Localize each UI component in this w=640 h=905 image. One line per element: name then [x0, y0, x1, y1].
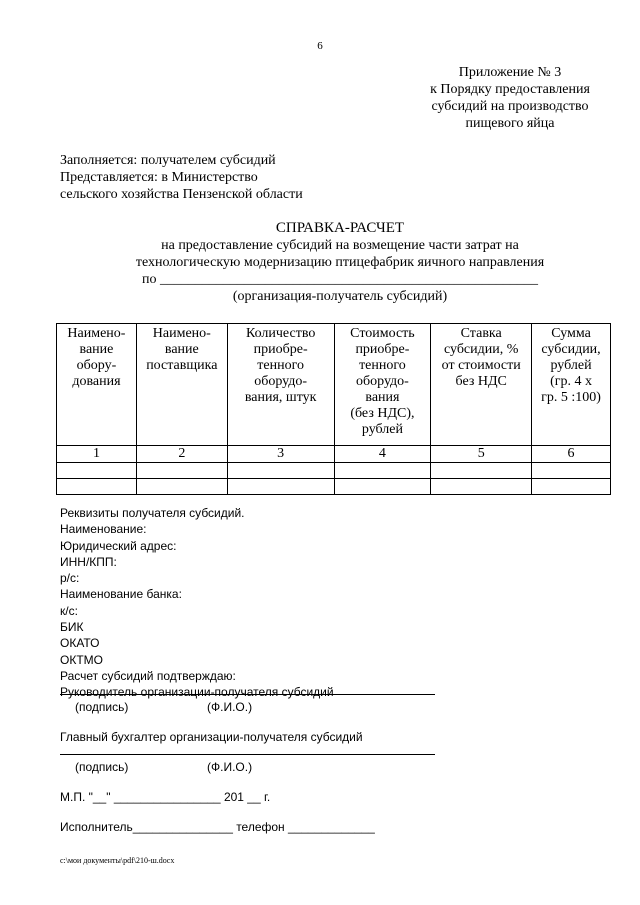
- executor-phone-line: Исполнитель_______________ телефон _____________: [60, 820, 375, 834]
- table-cell: [227, 479, 334, 495]
- column-number: 6: [532, 446, 611, 463]
- appendix-line: пищевого яйца: [465, 116, 555, 131]
- requisites-block: [60, 505, 334, 701]
- filled-by-block: [60, 152, 303, 203]
- requisite-address: Юридический адрес:: [60, 538, 177, 553]
- appendix-line: субсидий на производство: [431, 99, 589, 114]
- appendix-block: [400, 64, 620, 132]
- confirm-line: Расчет субсидий подтверждаю:: [60, 668, 236, 683]
- organization-blank: по ______________________________________________________: [142, 272, 538, 287]
- signature-line: [60, 754, 435, 755]
- signature-caption: (подпись): [75, 700, 129, 714]
- table-cell: [431, 463, 532, 479]
- title-block: [60, 220, 620, 305]
- header-cell: Сумма субсидии, рублей (гр. 4 х гр. 5 :100): [532, 324, 611, 446]
- document-title: СПРАВКА-РАСЧЕТ: [275, 220, 405, 236]
- table-row: [57, 479, 611, 495]
- signature-line: [60, 694, 435, 695]
- header-cell: Наимено- вание поставщика: [136, 324, 227, 446]
- table-cell: [334, 463, 431, 479]
- column-number: 1: [57, 446, 137, 463]
- file-path: c:\мои документы\pdf\210-ш.docx: [60, 856, 175, 865]
- requisite-bik: БИК: [60, 620, 84, 635]
- requisite-rs: р/с:: [60, 571, 80, 586]
- appendix-line: Приложение № 3: [458, 65, 562, 80]
- ministry-line: сельского хозяйства Пензенской области: [60, 187, 303, 202]
- submitted-to-line: Представляется: в Министерство: [60, 170, 258, 185]
- chief-accountant: Главный бухгалтер организации-получателя субсидий: [60, 730, 363, 744]
- table-cell: [57, 479, 137, 495]
- requisite-bank: Наименование банка:: [60, 587, 182, 602]
- table-row: [57, 463, 611, 479]
- requisites-heading: Реквизиты получателя субсидий.: [60, 506, 245, 520]
- stamp-date-line: М.П. "__" ________________ 201 __ г.: [60, 790, 271, 804]
- table-cell: [334, 479, 431, 495]
- column-number-row: [57, 446, 611, 463]
- title-line: на предоставление субсидий на возмещение части затрат на: [161, 238, 519, 253]
- table-cell: [136, 463, 227, 479]
- header-cell: Количество приобре- тенного оборудо- вания, штук: [227, 324, 334, 446]
- fio-caption: (Ф.И.О.): [207, 760, 253, 774]
- table-cell: [227, 463, 334, 479]
- signature-caption: (подпись): [75, 760, 129, 774]
- table-cell: [532, 479, 611, 495]
- header-cell: Ставка субсидии, % от стоимости без НДС: [431, 324, 532, 446]
- column-number: 4: [334, 446, 431, 463]
- appendix-line: к Порядку предоставления: [430, 82, 590, 97]
- table-cell: [57, 463, 137, 479]
- title-line: технологическую модернизацию птицефабрик яичного направления: [135, 255, 545, 270]
- column-number: 5: [431, 446, 532, 463]
- requisite-name: Наименование:: [60, 522, 147, 537]
- filled-by-line: Заполняется: получателем субсидий: [60, 153, 276, 168]
- header-cell: Наимено- вание обору- дования: [57, 324, 137, 446]
- header-cell: Стоимость приобре- тенного оборудо- вания (без НДС), рублей: [334, 324, 431, 446]
- page-number: 6: [317, 40, 323, 52]
- table-cell: [431, 479, 532, 495]
- requisite-oktmo: ОКТМО: [60, 652, 103, 667]
- table-cell: [136, 479, 227, 495]
- calculation-table: [56, 323, 611, 495]
- requisite-okato: ОКАТО: [60, 636, 100, 651]
- organization-caption: (организация-получатель субсидий): [232, 289, 448, 304]
- requisite-ks: к/с:: [60, 603, 78, 618]
- table-header-row: [57, 324, 611, 446]
- fio-caption: (Ф.И.О.): [207, 700, 253, 714]
- requisite-inn: ИНН/КПП:: [60, 554, 117, 569]
- table-cell: [532, 463, 611, 479]
- head-of-organization: Руководитель организации-получателя субсидий: [60, 685, 334, 700]
- column-number: 2: [136, 446, 227, 463]
- column-number: 3: [227, 446, 334, 463]
